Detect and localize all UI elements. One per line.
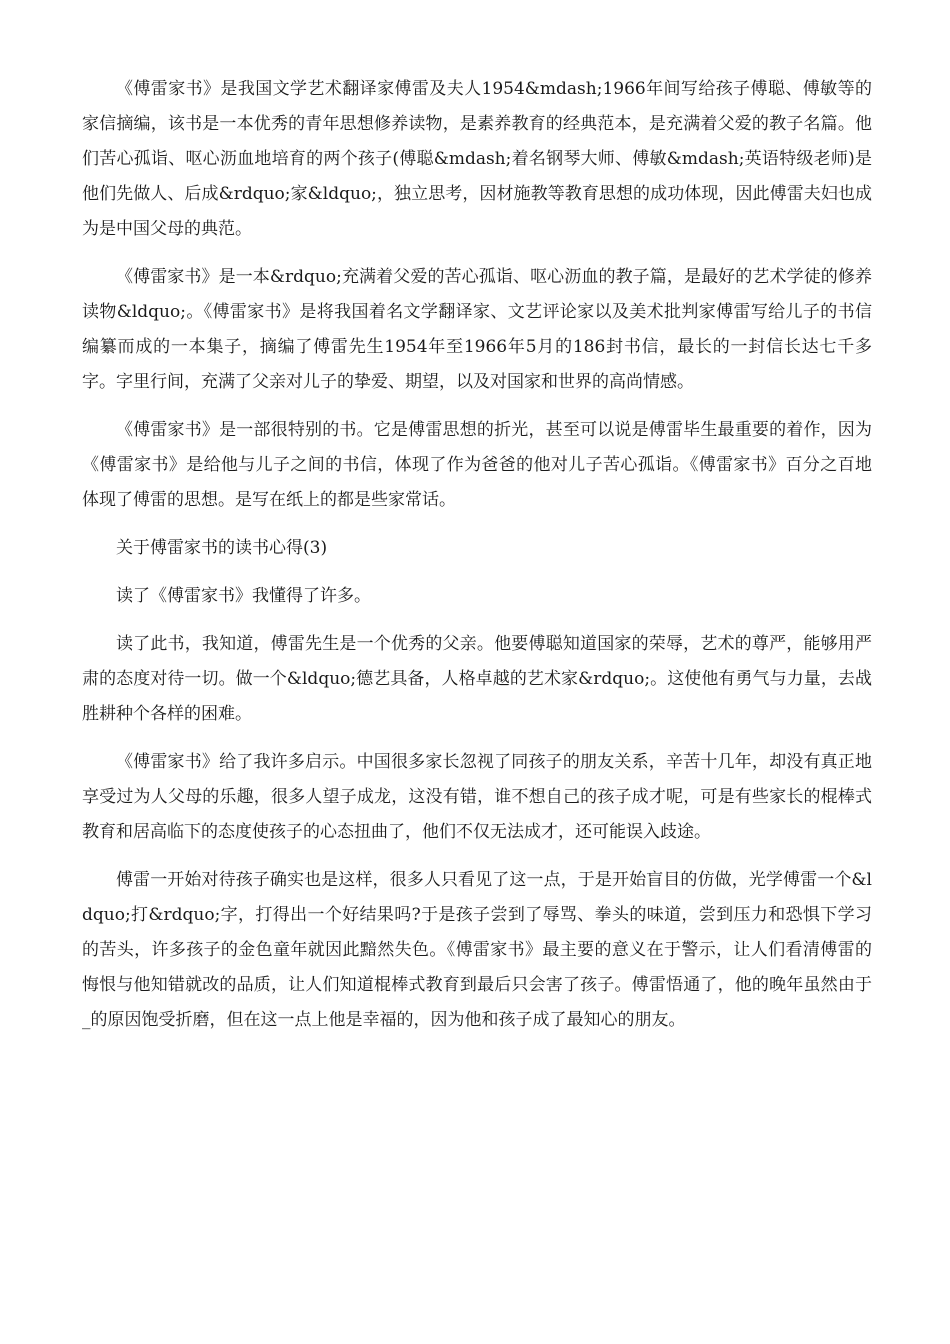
paragraph-warning: 傅雷一开始对待孩子确实也是这样，很多人只看见了这一点，于是开始盲目的仿做，光学傅雷一个&ldquo;打&rdquo;字，打得出一个好结果吗?于是孩子尝到了辱骂、拳头的味道，尝到压力和恐惧下学习的苦头，许多孩子的金色童年就因此黯然失色。《傅雷家书》最主要的意义在于警示，让人们看清傅雷的悔恨与他知错就改的品质，让人们知道棍棒式教育到最后只会害了孩子。傅雷悟通了，他的晚年虽然由于_的原因饱受折磨，但在这一点上他是幸福的，因为他和孩子成了最知心的朋友。 [82, 870, 872, 1030]
document-body [82, 72, 872, 1051]
paragraph-intro: 《傅雷家书》是我国文学艺术翻译家傅雷及夫人1954&mdash;1966年间写给孩子傅聪、傅敏等的家信摘编，该书是一本优秀的青年思想修养读物，是素养教育的经典范本，是充满着父爱的教子名篇。他们苦心孤诣、呕心沥血地培育的两个孩子(傅聪&mdash;着名钢琴大师、傅敏&mdash;英语特级老师)是他们先做人、后成&rdquo;家&ldquo;，独立思考，因材施教等教育思想的成功体现，因此傅雷夫妇也成为是中国父母的典范。 [82, 79, 872, 239]
paragraph-special-book: 《傅雷家书》是一部很特别的书。它是傅雷思想的折光，甚至可以说是傅雷毕生最重要的着作，因为《傅雷家书》是给他与儿子之间的书信，体现了作为爸爸的他对儿子苦心孤诣。《傅雷家书》百分之百地体现了傅雷的思想。是写在纸上的都是些家常话。 [82, 420, 872, 510]
paragraph-learned: 读了《傅雷家书》我懂得了许多。 [116, 586, 371, 606]
paragraph-excellent-father: 读了此书，我知道，傅雷先生是一个优秀的父亲。他要傅聪知道国家的荣辱，艺术的尊严，能够用严肃的态度对待一切。做一个&ldquo;德艺具备，人格卓越的艺术家&rdquo;。这使他有勇气与力量，去战胜耕种个各样的困难。 [82, 634, 872, 724]
paragraph-book-description: 《傅雷家书》是一本&rdquo;充满着父爱的苦心孤诣、呕心沥血的教子篇，是最好的艺术学徒的修养读物&ldquo;。《傅雷家书》是将我国着名文学翻译家、文艺评论家以及美术批判家傅雷写给儿子的书信编纂而成的一本集子，摘编了傅雷先生1954年至1966年5月的186封书信，最长的一封信长达七千多字。字里行间，充满了父亲对儿子的挚爱、期望，以及对国家和世界的高尚情感。 [82, 267, 872, 392]
paragraph-inspiration: 《傅雷家书》给了我许多启示。中国很多家长忽视了同孩子的朋友关系，辛苦十几年，却没有真正地享受过为人父母的乐趣，很多人望子成龙，这没有错，谁不想自己的孩子成才呢，可是有些家长的棍棒式教育和居高临下的态度使孩子的心态扭曲了，他们不仅无法成才，还可能误入歧途。 [82, 752, 872, 842]
section-heading: 关于傅雷家书的读书心得(3) [116, 538, 328, 558]
